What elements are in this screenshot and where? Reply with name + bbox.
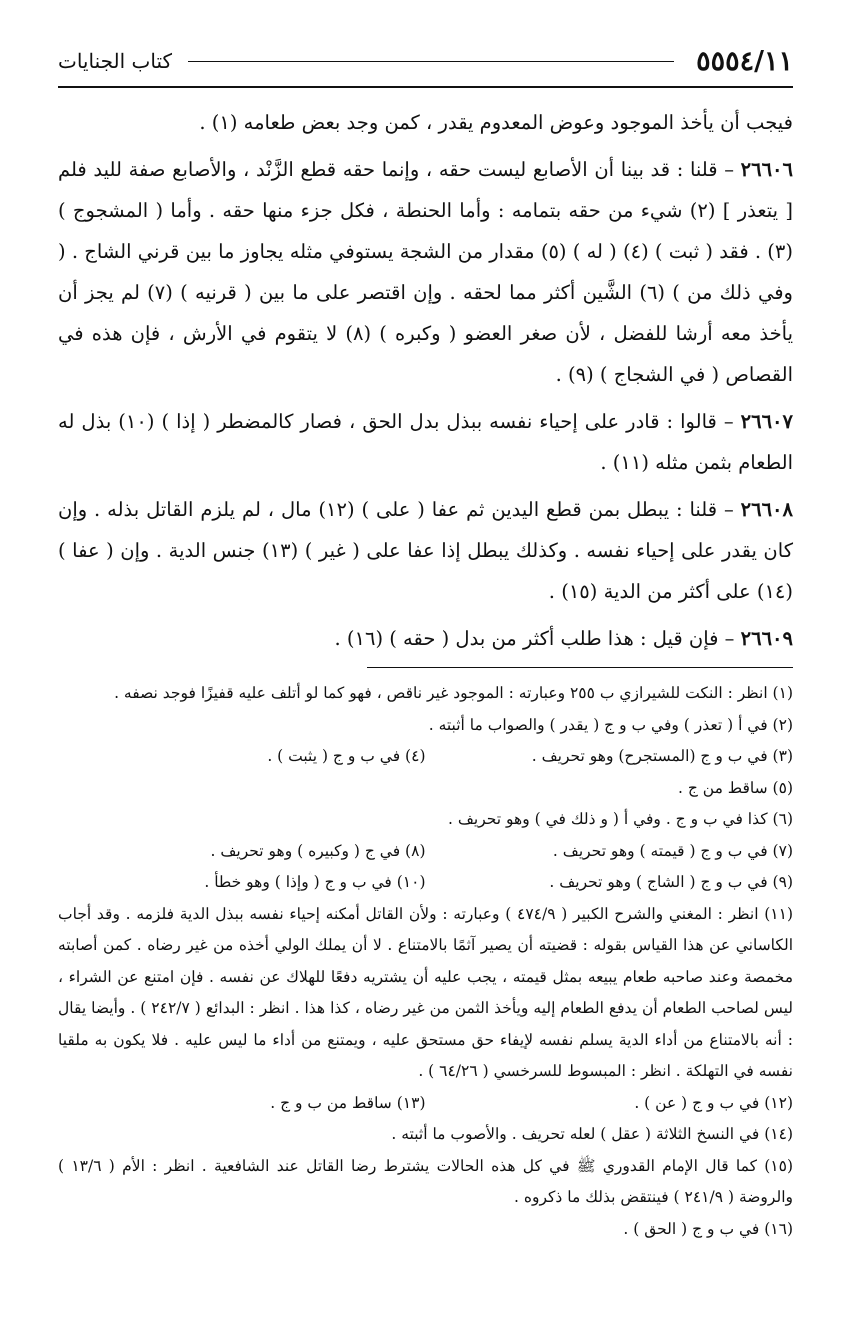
footnote: (١٣) ساقط من ب و ج . <box>270 1093 426 1112</box>
footnote-row <box>58 836 793 868</box>
footnote: (٥) ساقط من ج . <box>677 778 793 797</box>
footnote: (٢) في أ ( تعذر ) وفي ب و ج ( يقدر ) والصواب ما أثبته . <box>428 715 793 734</box>
footnote: (١٦) في ب و ج ( الحق ) . <box>623 1219 793 1238</box>
paragraph-text: – قلنا : يبطل بمن قطع اليدين ثم عفا ( على ) (١٢) مال ، لم يلزم القاتل بذله . وإن كان يقدر على إحياء نفسه . وكذلك يبطل إذا عفا على ( غير ) (١٣) جنس الدية . وإن ( عفا ) (١٤) على أكثر من الدية (١٥) . <box>58 498 793 603</box>
paragraph <box>58 149 793 395</box>
header-rule <box>188 61 674 62</box>
footnote-row <box>58 741 793 773</box>
running-header <box>58 40 793 88</box>
footnote: (١٤) في النسخ الثلاثة ( عقل ) لعله تحريف . والأصوب ما أثبته . <box>391 1125 793 1143</box>
paragraph-number: ٢٦٦٠٧ <box>740 410 794 433</box>
paragraph-text: – قلنا : قد بينا أن الأصابع ليست حقه ، وإنما حقه قطع الزَّنْد ، والأصابع صفة لليد فلم [ يتعذر ] (٢) شيء من حقه بتمامه : وأما الحنطة ، فكل جزء منها حقه . وأما ( المشجوج ) (٣) . فقد ( ثبت ) (٤) ( له ) (٥) مقدار من الشجة يستوفي مثله يجاوز ما بين قرني الشاج . ( وفي ذلك من ) (٦) الشَّين أكثر مما لحقه . وإن اقتصر على ما بين ( قرنيه ) (٧) لم يجز أن يأخذ معه أرشا للفضل ، لأن صغر العضو ( وكبره ) (٨) لا يتقوم في الأرش ، فإن هذه في القصاص ( في الشجاج ) (٩) . <box>58 158 794 386</box>
paragraph <box>58 489 793 612</box>
paragraph-number: ٢٦٦٠٦ <box>740 158 793 181</box>
footnotes <box>58 678 793 1245</box>
running-title: كتاب الجنايات <box>58 49 173 73</box>
main-text <box>58 102 793 659</box>
footnote: (٧) في ب و ج ( قيمته ) وهو تحريف . <box>552 841 793 860</box>
paragraph-number: ٢٦٦٠٩ <box>740 627 793 650</box>
footnote: (١٢) في ب و ج ( عن ) . <box>634 1093 793 1112</box>
footnote: (٣) في ب و ج (المستجرح) وهو تحريف . <box>531 747 793 765</box>
footnote: (٤) في ب و ج ( يثبت ) . <box>267 747 426 765</box>
paragraph-text: – قالوا : قادر على إحياء نفسه ببذل بدل الحق ، فصار كالمضطر ( إذا ) (١٠) بذل له الطعام بثمن مثله (١١) . <box>58 410 793 474</box>
footnote-row <box>58 1088 793 1120</box>
paragraph <box>58 618 793 659</box>
footnote: (١٠) في ب و ج ( وإذا ) وهو خطأ . <box>204 873 426 891</box>
footnote-row <box>58 867 793 899</box>
book-page <box>58 40 793 1245</box>
paragraph-text: فيجب أن يأخذ الموجود وعوض المعدوم يقدر ، كمن وجد بعض طعامه (١) . <box>199 111 793 134</box>
footnote: (٩) في ب و ج ( الشاج ) وهو تحريف . <box>549 873 793 891</box>
paragraph <box>58 102 793 143</box>
footnote-separator <box>367 667 793 668</box>
footnote: (١١) انظر : المغني والشرح الكبير ( ٤٧٤/٩ ) وعبارته : ولأن القاتل أمكنه إحياء نفسه ببذل الدية فلزمه . وقد أجاب الكاساني عن هذا القياس بقوله : قضيته أن يصير آثمًا بالامتناع . لا أن يملك الولي أخذه من غير رضاه . كمن أصابته مخمصة وعند صاحبه طعام يبيعه بمثل قيمته ، يجب عليه أن يشتريه دفعًا للهلاك عن نفسه . فإن امتنع عن الشراء ، ليس لصاحب الطعام أن يدفع الطعام إليه ويأخذ الثمن من غير رضاه ، كذا هذا . انظر : البدائع ( ٢٤٢/٧ ) . وأيضا يقال : أنه بالامتناع من أداء الدية يسلم نفسه لإيفاء حق مستحق عليه ، ويمتنع من أداء ما ليس عليه . فلا يكون به ملقيا نفسه في التهلكة . انظر : المبسوط للسرخسي ( ٦٤/٢٦ ) . <box>58 904 793 1080</box>
paragraph <box>58 401 793 483</box>
page-number: ٥٥٥٤/١١ <box>696 45 793 77</box>
footnote: (١٥) كما قال الإمام القدوري ﷺ في كل هذه الحالات يشترط رضا القاتل عند الشافعية . انظر : الأم ( ١٣/٦ ) والروضة ( ٢٤١/٩ ) فينتقض بذلك ما ذكروه . <box>58 1156 793 1206</box>
footnote: (٨) في ج ( وكبيره ) وهو تحريف . <box>210 841 426 860</box>
footnote: (٦) كذا في ب و ج . وفي أ ( و ذلك في ) وهو تحريف . <box>448 810 793 828</box>
paragraph-text: – فإن قيل : هذا طلب أكثر من بدل ( حقه ) (١٦) . <box>334 627 741 650</box>
footnote: (١) انظر : النكت للشيرازي ب ٢٥٥ وعبارته : الموجود غير ناقص ، فهو كما لو أتلف عليه قفيزًا فوجد نصفه . <box>114 684 793 702</box>
paragraph-number: ٢٦٦٠٨ <box>740 498 793 521</box>
